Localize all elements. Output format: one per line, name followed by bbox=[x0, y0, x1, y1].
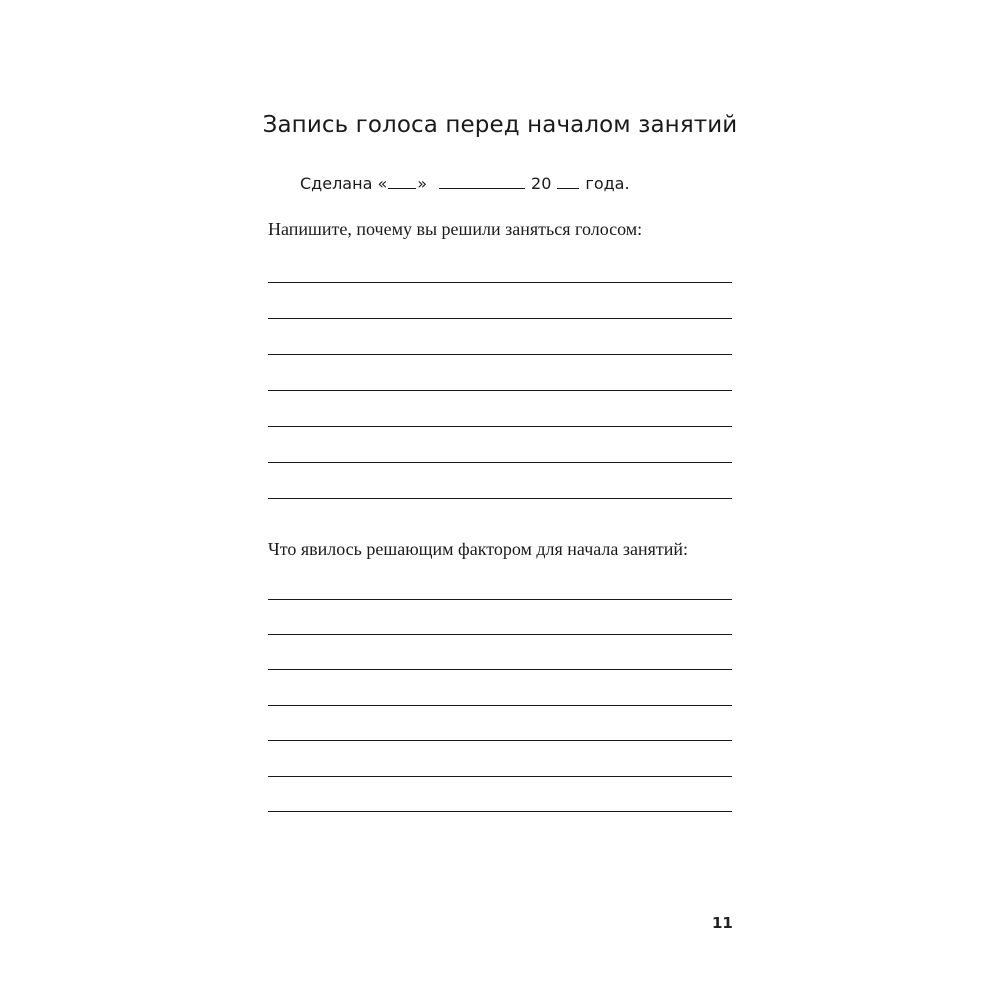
answer-line[interactable] bbox=[268, 669, 732, 670]
answer-line[interactable] bbox=[268, 426, 732, 427]
day-blank[interactable] bbox=[388, 172, 416, 189]
question-deciding-factor: Что явилось решающим фактором для начала занятий: bbox=[268, 539, 689, 559]
answer-line[interactable] bbox=[268, 634, 732, 635]
answer-line[interactable] bbox=[268, 599, 732, 600]
answer-line[interactable] bbox=[268, 498, 732, 499]
page-title: Запись голоса перед началом занятий bbox=[262, 112, 738, 138]
answer-line[interactable] bbox=[268, 354, 732, 355]
year-blank[interactable] bbox=[557, 172, 579, 189]
year-suffix: года. bbox=[585, 174, 630, 193]
month-blank[interactable] bbox=[439, 172, 525, 189]
answer-line[interactable] bbox=[268, 705, 732, 706]
answer-line[interactable] bbox=[268, 282, 732, 283]
year-prefix: 20 bbox=[531, 174, 552, 193]
answer-line[interactable] bbox=[268, 462, 732, 463]
date-line bbox=[300, 172, 630, 193]
made-label: Сделана « bbox=[300, 174, 388, 193]
quote-close: » bbox=[417, 174, 428, 193]
answer-line[interactable] bbox=[268, 776, 732, 777]
page-number: 11 bbox=[712, 914, 733, 932]
answer-line[interactable] bbox=[268, 740, 732, 741]
answer-line[interactable] bbox=[268, 811, 732, 812]
question-why-voice: Напишите, почему вы решили заняться голосом: bbox=[268, 219, 643, 239]
answer-line[interactable] bbox=[268, 318, 732, 319]
answer-line[interactable] bbox=[268, 390, 732, 391]
